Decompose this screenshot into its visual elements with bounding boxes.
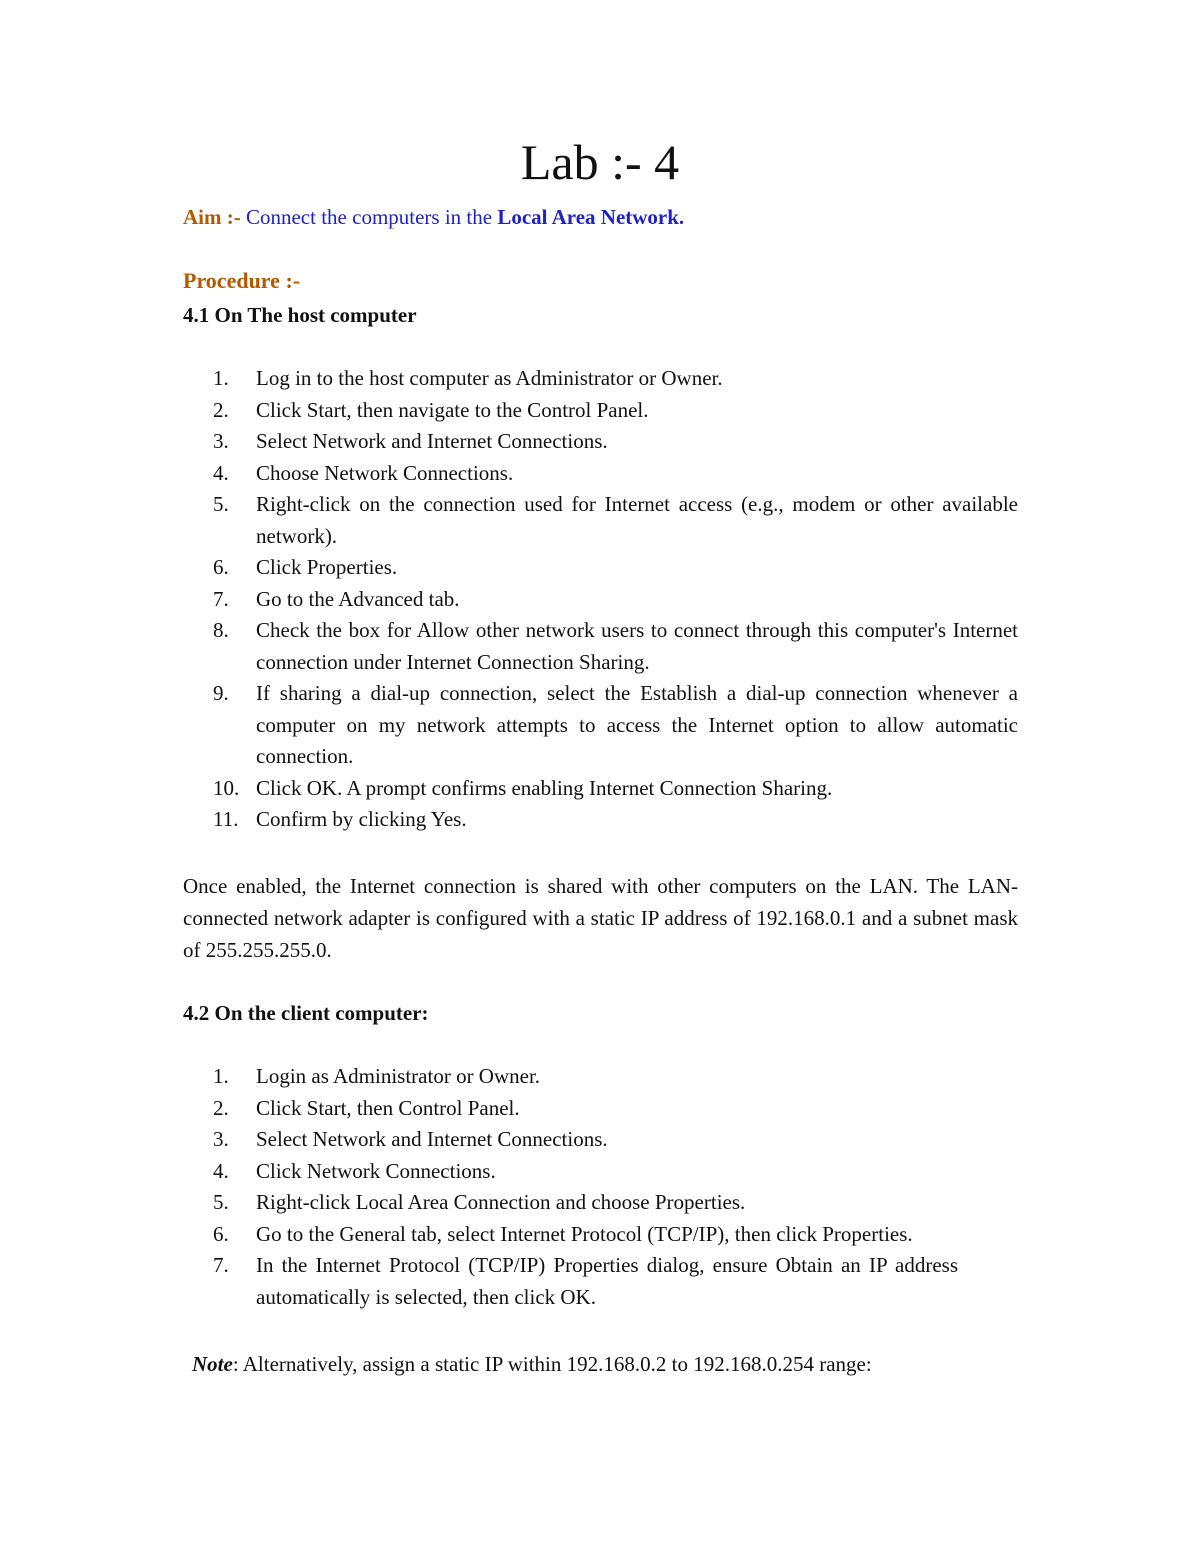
section-2-heading: 4.2 On the client computer: xyxy=(183,1001,429,1025)
list-item: 10. Click OK. A prompt confirms enabling Internet Connection Sharing. xyxy=(213,775,833,800)
client-steps-list xyxy=(183,1061,1018,1313)
host-steps-list xyxy=(183,363,1018,836)
list-item: 11. Confirm by clicking Yes. xyxy=(213,807,467,831)
aim-text: Connect the computers in the Local Area Network. xyxy=(245,205,685,229)
list-item: 9. If sharing a dial-up connection, select the Establish a dial-up connection whenever a computer on my network attempts to access the Internet option to allow automatic connection. xyxy=(213,681,1018,768)
list-item: 4. Choose Network Connections. xyxy=(213,460,514,485)
note-line xyxy=(192,1348,872,1380)
list-item: 7. In the Internet Protocol (TCP/IP) Properties dialog, ensure Obtain an IP address automatically is selected, then click OK. xyxy=(213,1253,958,1309)
note-text: : Alternatively, assign a static IP within 192.168.0.2 to 192.168.0.254 range: xyxy=(232,1352,872,1376)
list-item: 1. Log in to the host computer as Administrator or Owner. xyxy=(213,366,723,390)
procedure-heading: Procedure :- xyxy=(183,268,301,293)
list-item: 2. Click Start, then Control Panel. xyxy=(213,1095,520,1120)
list-item: 5. Right-click Local Area Connection and choose Properties. xyxy=(213,1190,746,1214)
list-item: 7. Go to the Advanced tab. xyxy=(213,586,460,611)
aim-label: Aim :- xyxy=(183,205,241,229)
aim-line xyxy=(183,202,684,232)
section-1-heading: 4.1 On The host computer xyxy=(183,303,417,327)
list-item: 6. Click Properties. xyxy=(213,555,398,579)
page-title: Lab :- 4 xyxy=(520,134,680,190)
list-item: 2. Click Start, then navigate to the Control Panel. xyxy=(213,397,649,422)
host-summary-paragraph: Once enabled, the Internet connection is shared with other computers on the LAN. The LAN-connected network adapter is configured with a static IP address of 192.168.0.1 and a subnet mask of 255.255.255.0. xyxy=(183,874,1018,962)
list-item: 3. Select Network and Internet Connections. xyxy=(213,429,608,453)
aim-highlight: Local Area Network. xyxy=(497,205,685,229)
list-item: 6. Go to the General tab, select Internet Protocol (TCP/IP), then click Properties. xyxy=(213,1221,913,1246)
list-item: 3. Select Network and Internet Connections. xyxy=(213,1127,608,1151)
note-label: Note xyxy=(192,1352,233,1376)
list-item: 4. Click Network Connections. xyxy=(213,1158,496,1183)
list-item: 5. Right-click on the connection used for Internet access (e.g., modem or other available network). xyxy=(213,492,1018,548)
list-item: 1. Login as Administrator or Owner. xyxy=(213,1064,541,1088)
list-item: 8. Check the box for Allow other network users to connect through this computer's Internet connection under Internet Connection Sharing. xyxy=(213,618,1018,674)
